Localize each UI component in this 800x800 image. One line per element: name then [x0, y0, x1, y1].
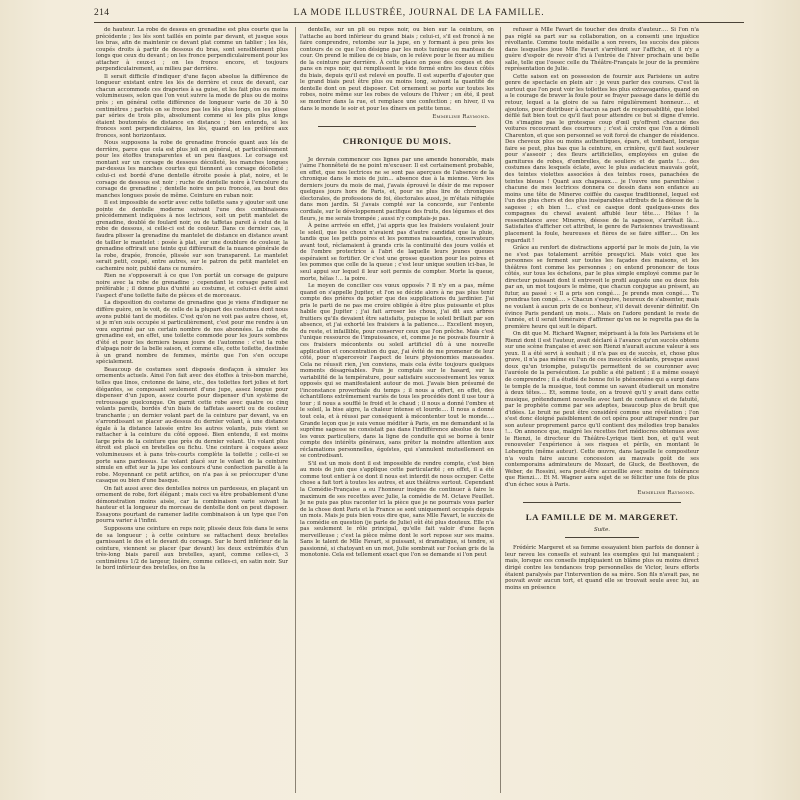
- header-rule: [94, 22, 744, 23]
- paragraph: Il est impossible de sortir avec cette toilette sans y ajouter soit une pointe de dentelle moderne suivant l'une des combinaisons précédemment indiquées à nos lectrices, soit un petit mantelet de grenadine, doublé de foulard noir, ou de taffetas pareil à celui de la robe de dessous, si celle-ci est de couleur. Dans ce dernier cas, il faudra plisser la grenadine du mantelet de distance en distance avant de tailler le mantelet : posée à plat, sur une doublure de couleur, la grenadine offrirait une teinte qui différerait de la nuance générale de la robe, drapée, froncée, plissée sur son transparent. Le mantelet serait petit, coupé, entre autres, sur le patron du petit mantelet en cachemire noir, publié dans ce numéro.: [96, 200, 288, 272]
- section-title-margeret: LA FAMILLE DE M. MARGERET.: [525, 511, 679, 522]
- paragraph: Cette saison est on possession de fournir aux Parisiens un autre genre de spectacle en plein air : je veux parler des courses. C'est là surtout que l'on peut voir les toilettes les plus extravagantes, quand on a le courage de braver la foule pour se frayer passage dans le défilé du retour, lequel a la gloire de sa faire régulièrement honneur…. et ajoutons, pour distribuer à chacun sa part de responsabilité, que lobel défilé fait bien tout ce qu'il faut pour attendre ce but si digne d'envie. On s'imagine pas le grotesque coup d'œil qu'offrent chacune des voitures recouvrant des courreurs ; c'est à croire que l'on a démoli Charenton, et que son personnel se voit forcé de changer de résidence. Des cheveux plus ou moins authentiques, épars, et tombant, lorsque faire se peut, plus bas que la ceinture, en crinière, qu'il faut soulever pour s'asseoir ; des fleurs artificielles, employées en guise de garnitures de robes, d'ombrelles, de souliers et de gants !…. des costumes dans lesquels éclate, avec le plus audacieux mauvais goût, des teintes violettes associées à des teintes roses, panachées de teintes bleues ! Quant aux chapeaux…. je l'ouvre une parenthèse : chacune de mes lectrices donnera ce dessin dans son enfance au moins une tête de Minerve coiffée du casque traditionnel, lequel est l'un des plus chers et des plus inséparables attributs de la déesse de la sagesse ; eh bien !… c'est ce casque dont quelques-unes des compagnes du cheval avaient affublé leur tête…. Hélas ! la ressemblance avec Minerve, déesse de la sagesse, s'arrêtait là…. Satisfaites d'afficher cet attribut, le genre de Parisiennes travestissant placement la foule, heureuses et fières de se faire siffler…. On les regardait !: [505, 73, 699, 244]
- column-divider-2: [500, 27, 501, 793]
- author-signature: Emmeline Raymond.: [637, 490, 695, 497]
- paragraph: Frédéric Margeret et sa femme essayaient bien parfois de donner à leur neveu les conseils et suivant les exemples qui lui manquaient ; mais, lorsque ces conseils impliquaient un blâme plus ou moins direct dirigé contre les tendances trop personnelles de Victor, leurs efforts étaient paralysés par l'intervention de sa mère. Son fils n'avait pas, ne pouvait avoir aucun tort, et quand elle se trouvait seule avec lui, au moins en présence: [505, 545, 699, 591]
- paragraph: Grâce au renfort de distractions apporté par le mois de juin, la vie ne s'est pas totalement arrêtée presqu'ici. Mais voici que les personnes se ferment sur toutes les façades des maisons, et les théâtres font comme les personnes ; on entend prononcer de tous côtés, sur tous les échelons, par le plus simple employé comme par le directeur puissant dont il entrevoit le profil auguste une ou deux fois par an, un mot toujours le même, que chacun conjugue au présent, au futur, au passé : « Il a pris son congé…. Je prends mon congé…. Tu prendras ton congé…. » Chacun s'esquive, heureux de s'absenter, mais ne voulant à aucun prix de ce bonheur, s'il devait devenir définitif. On évince Paris pendant un mois…. Mais on l'adore pendant le reste de l'année, et il serait téméraire d'affirmer qu'on ne le regretta pas de la première heure qui suit le départ.: [505, 245, 699, 330]
- paragraph: de hauteur. La robe de dessus en grenadine est plus courte que la précédente ; les lés sont taillés en pointe par devant, et jusque sous les bras, afin de maintenir ce devant plat comme un tablier ; les lés, coupés droits à partir de dessous du bras, sont sensiblement plus longs que ceux du devant ; on les fronce perpendiculairement pour les attacher à ceux-ci ; on les fronce encore, et toujours perpendiculairement, au milieu par derrière.: [96, 27, 288, 73]
- paragraph: Je devrais commencer ces lignes par une amende honorable, mais j'aime l'honnêteté de ne point m'excuser. Il est certainement probable, en effet, que nos lectrices ne se sont pas aperçues de l'absence de la chronique dans le mois de juin… absence due à la mienne. Vers les derniers jours du mois de mai, j'avais éprouvé le désir de me reposer quelques jours hors de Paris, et, pour ne plus lire de chroniques électorales, de professions de foi, électorales aussi, je m'étais réfugiée dans mon jardin. Si j'avais compté sur la concorde, sur l'entente cordiale, sur le développement pacifique des fruits, des légumes et des fleurs, je me serais trompée ; aussi n'y comptais-je pas.: [300, 156, 494, 222]
- suite-label: Suite.: [594, 526, 610, 533]
- section-title-chronique: CHRONIQUE DU MOIS.: [342, 135, 452, 146]
- section-divider: [523, 502, 681, 503]
- paragraph: Rien ne s'opposerait à ce que l'on portât un corsage de guipure noire avec la robe de grenadine ; cependant le corsage pareil est préférable ; il donne plus d'unité au costume, et celui-ci évite ainsi l'aspect d'une toilette faite de pièces et de morceaux.: [96, 273, 288, 299]
- section-divider: [318, 126, 476, 127]
- paragraph: S'il est un mois dont il est impossible de rendre compte, c'est bien au mois de juin que s'applique cette particularité ; en effet, il a été comme tout entier à ce dont il nous est interdit de nous occuper. Cette chose a fait tort à toutes les autres, et aux théâtres surtout. Cependant la Comédie-Française a eu l'honneur insigne de continuer à faire le maximum de ses recettes avec Julie, la comédie de M. Octave Feuillet. Je ne puis pas plus raconter ici la pièce que je ne pourrais vous parler de la chose dont Paris et la France se sont uniquement occupés depuis un mois. Mais je puis bien vous dire que, sans Mlle Favart, le succès de la comédie en question (je parle de Julie) eût été plus douteux. Elle n'a pas seulement le rôle principal, qu'elle fait valoir d'une façon merveilleuse ; c'est la pièce même dont le sort repose sur ses mains. Sans le talent de Mlle Favart, si puissant, si dramatique, si tendre, si passionné, si chatoyant en un mot, Julie sombrait sur l'océan gris de la monotonie. Cela est tellement exact que l'on se demande si l'on peut: [300, 460, 494, 559]
- text-column-1: [96, 27, 288, 793]
- paragraph: dentelle, sur un pli ou repos noir, ou bien sur la ceinture, on l'attache au bord inférieur du grand biais ; celui-ci, s'il est froncé à ne faire comprendre, retombe sur la jupe, en y formant à peu près les contours de ce que l'on désigne par les mots tunique ou manteau de cour. On prend le milieu de ce biais, on le relève pour le fixer au milieu de la ceinture par derrière. À cette place on pose des coques et des pans en reps noir, qui remplissent le vide formé entre les deux côtés du biais, depuis qu'il est relevé en pouffe. Il est superflu d'ajouter que le grand biais peut être plus ou moins long, suivant la quantité de dentelle dont on peut disposer. Cet ornement se porte sur toutes les robes, noire même sur les robes de velours de l'hiver ; en été, il peut se montrer dans la rue, et remplace une confection ; en hiver, il va dans le monde le soir et pour les dîners en petite tenue.: [300, 27, 494, 112]
- column-divider-1: [295, 27, 296, 793]
- paragraph: La disposition du costume de grenadine que je viens d'indiquer ne diffère guère, on le voit, de celle de la plupart des costumes dont nous avons publié tant de modèles. C'est qu'on ne voit pas autre chose, et, si je m'en suis occupée si particulièrement, c'est pour me rendre à un vœu exprimé par un certain nombre de nos abonnées. La robe de grenadine est, en effet, une toilette commode pour les jours sombres d'été et pour les derniers beaux jours de l'automne : c'est la robe d'alpaga noir de la belle saison, et comme elle, cette toilette, destinée à un grand nombre de femmes, mérite que l'on s'en occupe spécialement.: [96, 300, 288, 366]
- page-number: 214: [94, 8, 110, 18]
- paragraph: Il serait difficile d'indiquer d'une façon absolue la différence de longueur existant entre les lés de derrière et ceux de devant, car chacun accommode ces draperies à sa guise, et les fait plus ou moins volumineuses, selon que l'on veut suivre la mode de plus ou de moins près ; en général cette différence de longueur varie de 30 à 50 centimètres ; parfois on se fronce pas les lés plus longs, on les plisse par séries de trois plis, absolument comme si les plis plus longs étaient boutonnés de distance en distance ; bien entendu, si les fronces sont perpendiculaires, les lés, quand on les préfère aux fronces, sont horizontaux.: [96, 73, 288, 139]
- paragraph: Supposons une ceinture en reps noir, plissée deux fois dans le sens de sa longueur ; à cette ceinture se rattachent deux bretelles garnissant le dos et le devant du corsage. Sur le bord inférieur de la ceinture, viennent se placer (par devant) les deux extrémités d'un très-long biais pareil aux bretelles, ayant, comme celles-ci, 3 centimètres 1/2 de largeur, lisière, comme celles-ci, en satin noir. Sur le bord inférieur des bretelles, on fixe la: [96, 526, 288, 572]
- text-column-3: [505, 27, 699, 793]
- journal-title: LA MODE ILLUSTRÉE, JOURNAL DE LA FAMILLE.: [293, 8, 545, 18]
- paragraph: Le moyen de concilier ces vœux opposés ? Il n'y en a pas, même quand on s'appelle Jupiter, et l'on se décide alors à ne pas plus tenir compte des prières du potier que des supplications du jardinier. J'ai pris le parti de ne pas me croire obligée à être plus puissante et plus habile que Jupiter ; j'ai fait arroser les choux, j'ai dit aux arbres fruitiers qu'ils devaient être satisfaits, puisque le soleil brillait par son absence, et j'ai exhorté les fraisiers à la patience…. Excellent moyen, du reste, et infaillible, pour conserver ceux que l'on prêche. Mais c'est l'unique ressource de l'impuissance, et, comme je ne pouvais fournir à ces fraisiers mécontents ou soleil artificiel dû à une nouvelle application et concentration du gaz, j'ai évité de me promener de leur côté, pour n'apercevoir l'aspect de leurs physionomies maussades. Cela ne réussit rien, j'en conviens, mais cela évite toujours quelques moments désagréables. Puis je comptais sur le hasard, sur la variabilité de la température, pour satisfaire successivement les vœux opposés qui se manifestaient autour de moi. J'avais bien présumé de l'inconstance proverbiale du temps ; il nous a offert, en effet, des échantillons extrêmement variés de tous les procédés dont il use tour à tour ; il nous a soufflé le froid et le chaud ; il nous a donné l'ombre et le soleil, la bise aigre, la chaleur intense et lourde…. Il nous a donné tout cela, et à réussi par conséquent à mécontenter tout le monde…. Grande leçon que je suis venue méditer à Paris, en me demandant si la suprême sagesse ne consistait pas dans l'indifférence absolue de tous les vœux particuliers, dans la ligne de conduite qui se borne à tenir compte des intérêts généraux, sans prêter la moindre attention aux réclamations personnelles, égoïstes, qui s'annulent mutuellement en se contredisant.: [300, 283, 494, 460]
- running-header: [94, 6, 744, 22]
- paragraph: À peine arrivée en effet, j'ai appris que les fraisiers voulaient jouir le soleil, que les choux n'avaient pas d'autre candidat que la pluie, tandis que les petits poires et les pommes naissantes, conservateurs avant tout, réclamaient à grands cris la continuité des jours voilés et de l'ombre protectrice à l'abri de laquelle leurs jeunes queues espéraient se fortifier. Or c'est une grosse question pour les poires et les pommes que celle de la queue ; c'est leur unique soutien ici-bas, le seul appui sur lequel il leur soit permis de compter. Morte la queue, morte, hélas !… la poire.: [300, 223, 494, 282]
- paragraph: Beaucoup de costumes sont disposés desfaçon à simuler les ornements actuels. Ainsi l'on fait avec des étoffes à très-bon marché, telles que linos, cretonne de laine, etc., des toilettes fort jolies et fort élégantes, se composant seulement d'une jupe, assez longue pour dispenser d'un jupon, assez courte pour dispenser d'un système de retroussage quelconque. On garnit cette robe avec quatre ou cinq volants pareils, bordés d'un biais de taffetas assorti ou de couleur tranchante ; un dernier volant part de la ceinture par devant, va en s'arrondissant se placer au-dessus du dernier volant, à une distance égale à la distance laissée entre les autres volants, puis vient se rattacher à la ceinture du côté opposé. Bien entendu, il est moins large près de la ceinture que près du dernier volant. Un volant plus étroit est placé en bretelles ou fichu. Une ceinture à coques assez volumineuses et à pans très-courts complète la toilette ; celle-ci se porte sans pardessus. Le volant placé sur le volant de la ceinture simule en effet sur la jupe les contours d'une confection pareille à la robe. Moyennant ce petit artifice, on n'a pas à se préoccuper d'une casaque ou bien d'une basque.: [96, 366, 288, 485]
- title-underline: [565, 537, 639, 538]
- text-column-2: [300, 27, 494, 793]
- paragraph: On dit que M. Richard Wagner, méprisant à la fois les Parisiens et le Rienzi dont il est l'auteur, avait déclaré à l'avance qu'un succès obtenu sur une scène française et avec son Rienzi n'aurait aucune valeur à ses yeux. Il a été servi à souhait ; il n'a pas eu de succès, et, chose plus grave, il n'a pas même eu l'un de ces insuccès éclatants, presque aussi doux qu'un triomphe, puisqu'ils permettent de se couronner avec l'auréole de la persécution. Le public a été patient ; il a même essayé de comprendre ; il a étudié de bonne foi le phénomène qui a surgi dans le temple de la musique, tout comme un savant étudierait un monstre à deux têtes…. Et, somme toute, on a trouvé qu'il y avait dans cette musique, prétendument nouvelle avec tant de confiance et de fatuité, par le prophète comme par ses adeptes, beaucoup plus de bruit que d'idées. Le bruit ne peut être considéré comme une révélation ; l'on s'est donc éloigné paisiblement de cet opéra pour attraper rendre par son auteur proprement parce qu'il contient des mélodies trop banales !… On annonce que, malgré les recettes fort médiocres obtenues avec le Rienzi, le directeur du Théâtre-Lyrique tient bon, et qu'il veut renouveler l'expérience à ses risques et périls, en montant le Lohengrin (même auteur). Cette œuvre, dans laquelle le compositeur n'a voulu faire aucune concession au mauvais goût de ses contemporains admirateurs de Mozart, de Gluck, de Beethoven, de Weber, de Rossini, sera peut-être accueillie avec moins de tolérance que Rienzi…. Et M. Wagner aura sujet de se féliciter une fois de plus d'un échec sous à Paris.: [505, 331, 699, 488]
- paragraph: Nous supposons la robe de grenadine froncée quant aux lés de derrière, parce que cela est plus joli en général, et particulièrement pour les étoffes transparentes et un peu flasques. Le corsage est montant sur un corsage de dessous décolleté, les manches longues par-dessus les manches courtes qui tiennent au corsage décolleté ; celui-ci est bordé d'une dentelle étroite posée à plat, noire, et le corsage de dessous est noir ; ruche de dentelle noire à l'encolure du corsage de grenadine ; dentelle noire un peu froncée, au bout des manches longues posée de même. Ceinture en ruban noir.: [96, 140, 288, 199]
- paragraph: refuser à Mlle Favart de toucher des droits d'auteur…. Si l'on n'a pas réglé sa part sur sa collaboration, on a consenti une injustice révoltante. Comme toute médaille a son revers, les succès des pièces dans lesquelles joue Mlle Favart s'arrêtent sur l'affiche, et il n'y a guère d'espoir de revoir d'ici à l'entrée de l'hiver prochain une belle salle, telle que l'ossec celle du Théâtre-Français le jour de la première représentation de Julie.: [505, 27, 699, 73]
- author-signature: Emmeline Raymond.: [432, 114, 490, 121]
- paragraph: On fait aussi avec des dentelles noires un pardessus, en plaçant un ornement de robe, fort élégant ; mais ceci va être probablement d'une démonstration moins aisée, car la combinaison varie suivant la hauteur et la longueur du morceau de dentelle dont on peut disposer. Essayons pourtant de ramener ladite combinaison à un type que l'on pourra varier à l'infini.: [96, 485, 288, 525]
- title-underline: [360, 149, 434, 150]
